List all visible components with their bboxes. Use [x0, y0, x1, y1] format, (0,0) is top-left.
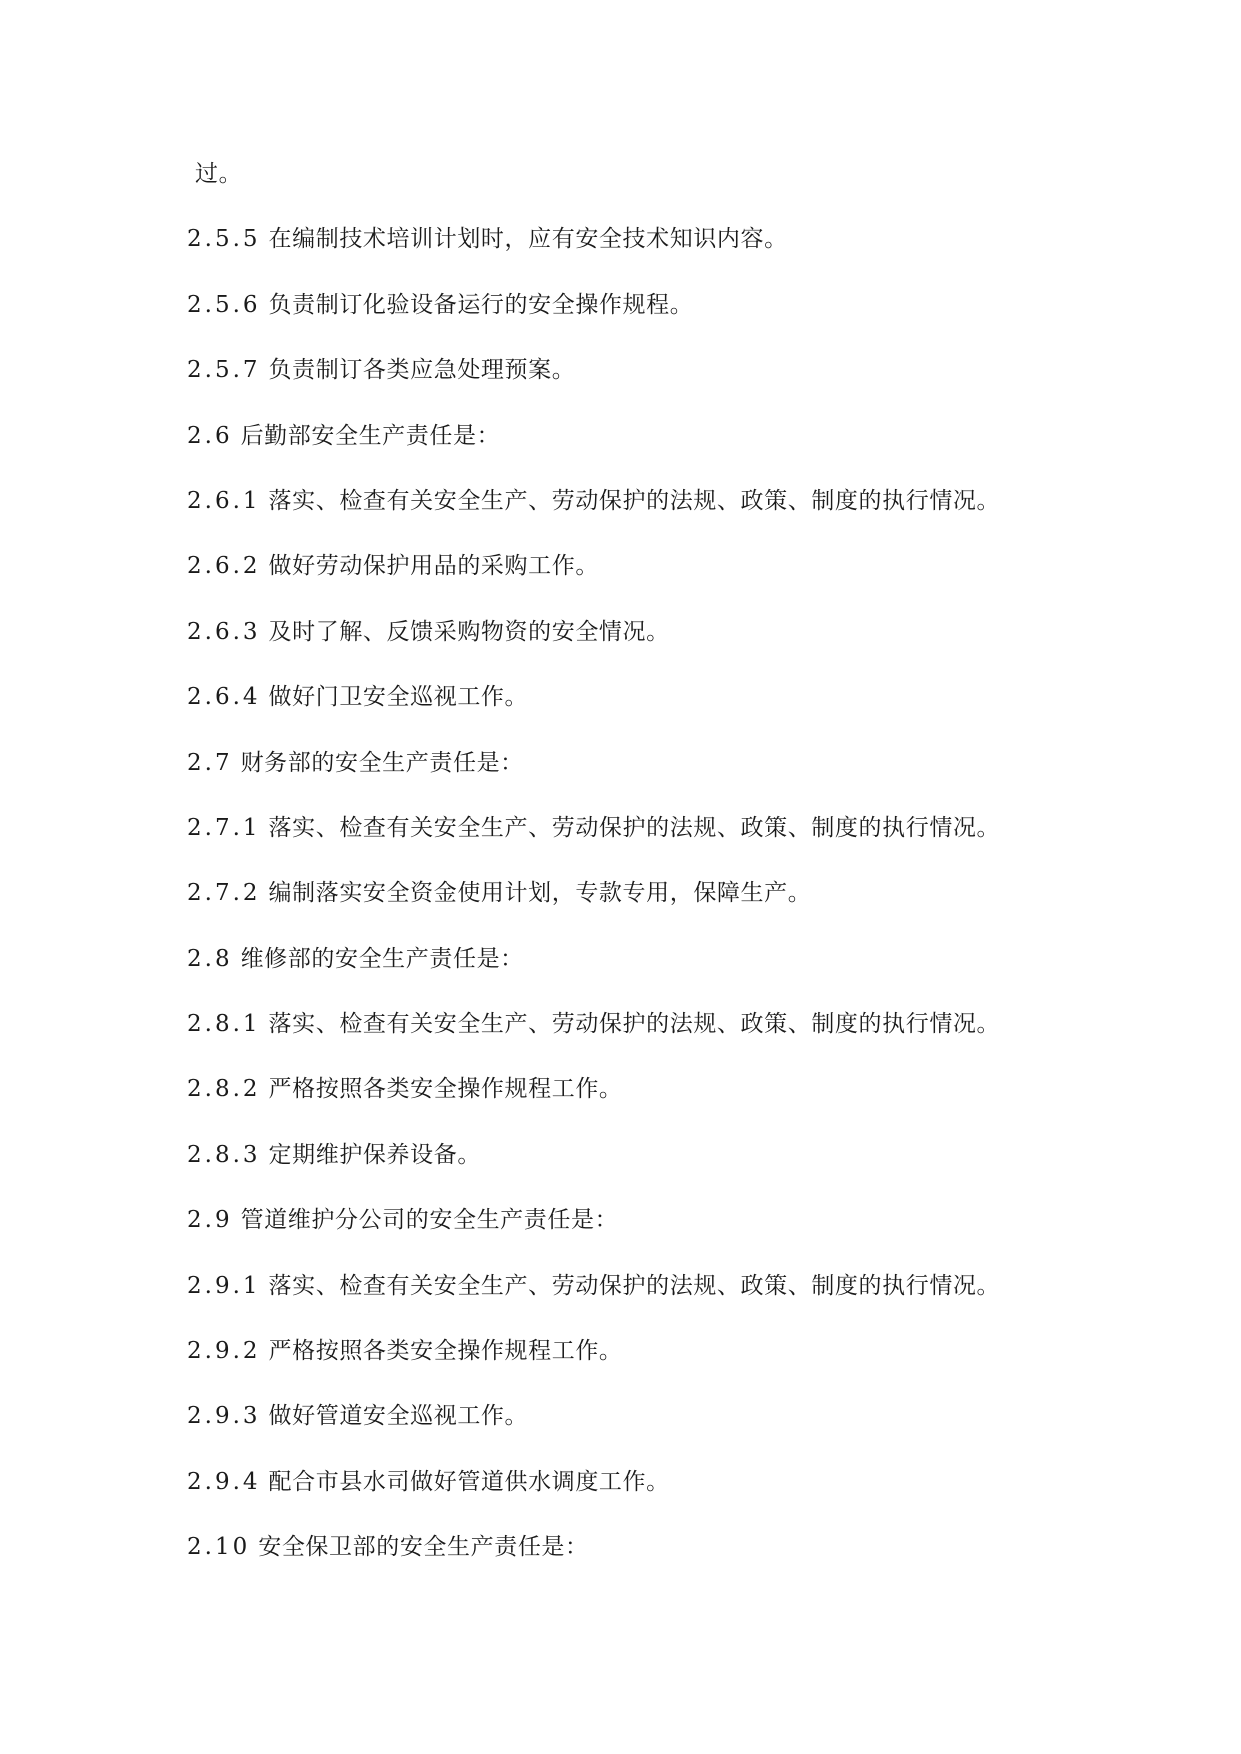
clause-text: 做好管道安全巡视工作。 — [268, 1403, 529, 1430]
document-body — [187, 150, 1087, 1589]
clause-2-8-2 — [187, 1065, 1087, 1130]
clause-number: 2.6.4 — [187, 684, 261, 711]
clause-2-6-4 — [187, 673, 1087, 738]
clause-text: 定期维护保养设备。 — [268, 1141, 481, 1168]
section-number: 2.6 — [187, 422, 233, 449]
clause-2-5-6 — [187, 281, 1087, 346]
section-number: 2.9 — [187, 1207, 233, 1234]
clause-text: 严格按照各类安全操作规程工作。 — [268, 1338, 623, 1365]
section-heading: 安全保卫部的安全生产责任是： — [258, 1534, 589, 1561]
section-2-10-heading — [187, 1523, 1087, 1588]
clause-number: 2.8.3 — [187, 1141, 261, 1168]
clause-number: 2.6.3 — [187, 618, 261, 645]
clause-2-9-1 — [187, 1262, 1087, 1327]
section-2-8-heading — [187, 935, 1087, 1000]
section-number: 2.8 — [187, 945, 233, 972]
section-heading: 维修部的安全生产责任是： — [240, 945, 524, 972]
clause-number: 2.7.1 — [187, 814, 261, 841]
clause-text: 负责制订化验设备运行的安全操作规程。 — [268, 291, 694, 318]
clause-text: 配合市县水司做好管道供水调度工作。 — [268, 1468, 670, 1495]
clause-text: 编制落实安全资金使用计划，专款专用，保障生产。 — [268, 880, 812, 907]
clause-2-6-1 — [187, 477, 1087, 542]
clause-text: 落实、检查有关安全生产、劳动保护的法规、政策、制度的执行情况。 — [268, 1011, 1001, 1038]
clause-number: 2.8.2 — [187, 1076, 261, 1103]
clause-2-9-4 — [187, 1458, 1087, 1523]
clause-text: 落实、检查有关安全生产、劳动保护的法规、政策、制度的执行情况。 — [268, 1272, 1001, 1299]
clause-number: 2.6.2 — [187, 553, 261, 580]
clause-text: 做好门卫安全巡视工作。 — [268, 684, 529, 711]
clause-number: 2.5.5 — [187, 226, 261, 253]
clause-text: 过。 — [195, 161, 243, 187]
section-heading: 财务部的安全生产责任是： — [240, 749, 524, 776]
section-2-6-heading — [187, 412, 1087, 477]
clause-2-9-2 — [187, 1327, 1087, 1392]
clause-text: 落实、检查有关安全生产、劳动保护的法规、政策、制度的执行情况。 — [268, 487, 1001, 514]
clause-text: 负责制订各类应急处理预案。 — [268, 357, 576, 384]
section-number: 2.7 — [187, 749, 233, 776]
clause-2-6-2 — [187, 542, 1087, 607]
clause-2-5-7 — [187, 346, 1087, 411]
line-continuation — [187, 150, 1087, 215]
clause-number: 2.7.2 — [187, 880, 261, 907]
clause-number: 2.9.1 — [187, 1272, 261, 1299]
clause-text: 严格按照各类安全操作规程工作。 — [268, 1076, 623, 1103]
section-2-7-heading — [187, 739, 1087, 804]
clause-text: 做好劳动保护用品的采购工作。 — [268, 553, 599, 580]
clause-2-5-5 — [187, 215, 1087, 280]
clause-2-8-3 — [187, 1131, 1087, 1196]
section-heading: 后勤部安全生产责任是： — [240, 422, 501, 449]
section-heading: 管道维护分公司的安全生产责任是： — [240, 1207, 619, 1234]
clause-number: 2.9.2 — [187, 1338, 261, 1365]
clause-2-7-2 — [187, 869, 1087, 934]
clause-2-6-3 — [187, 608, 1087, 673]
clause-2-7-1 — [187, 804, 1087, 869]
clause-number: 2.9.3 — [187, 1403, 261, 1430]
clause-text: 及时了解、反馈采购物资的安全情况。 — [268, 618, 670, 645]
clause-2-8-1 — [187, 1000, 1087, 1065]
clause-number: 2.6.1 — [187, 487, 261, 514]
clause-number: 2.9.4 — [187, 1468, 261, 1495]
clause-2-9-3 — [187, 1392, 1087, 1457]
section-number: 2.10 — [187, 1534, 251, 1561]
clause-number: 2.5.7 — [187, 357, 261, 384]
clause-number: 2.5.6 — [187, 291, 261, 318]
clause-text: 在编制技术培训计划时，应有安全技术知识内容。 — [268, 226, 788, 253]
clause-text: 落实、检查有关安全生产、劳动保护的法规、政策、制度的执行情况。 — [268, 814, 1001, 841]
clause-number: 2.8.1 — [187, 1011, 261, 1038]
section-2-9-heading — [187, 1196, 1087, 1261]
